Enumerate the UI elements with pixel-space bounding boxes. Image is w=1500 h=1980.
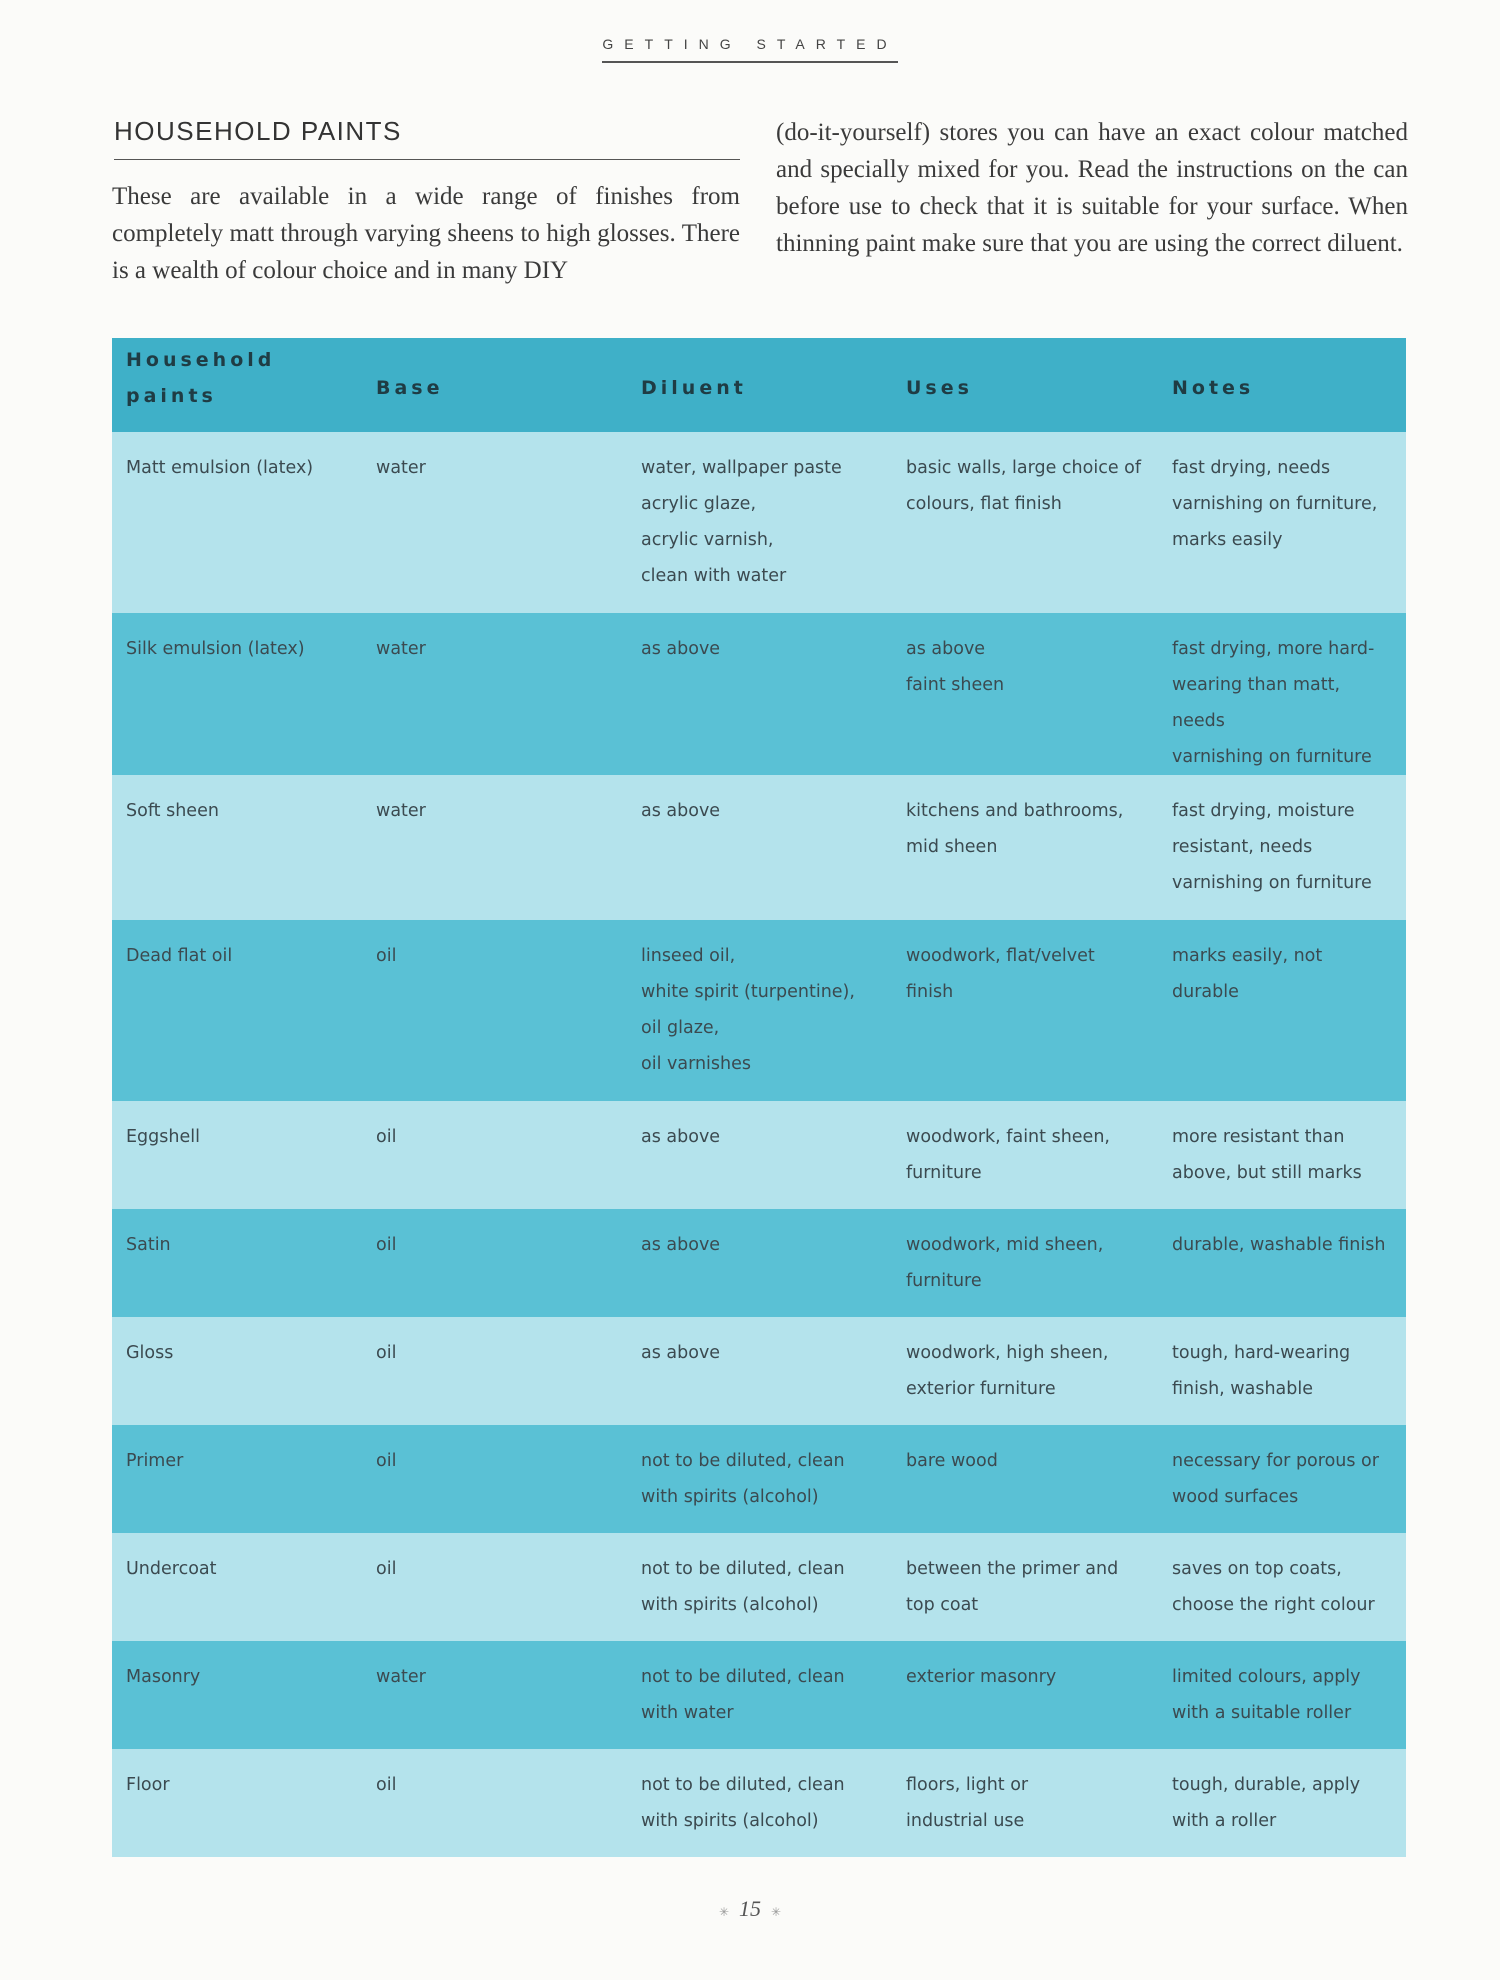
- cell-notes: [1158, 775, 1406, 920]
- cell-line: mid sheen: [906, 837, 998, 857]
- cell-line: kitchens and bathrooms,: [906, 801, 1124, 821]
- cell-line: saves on top coats,: [1172, 1559, 1342, 1579]
- cell-line: woodwork, flat/velvet: [906, 946, 1095, 966]
- cell-notes: [1158, 1749, 1406, 1857]
- cell-line: not to be diluted, clean: [641, 1451, 845, 1471]
- cell-uses: [892, 1533, 1158, 1641]
- cell-base: oil: [376, 946, 397, 966]
- cell-diluent: [627, 1533, 892, 1641]
- cell-uses: [892, 1425, 1158, 1533]
- cell-line: fast drying, moisture: [1172, 801, 1355, 821]
- cell-line: between the primer and: [906, 1559, 1119, 1579]
- cell-diluent: [627, 775, 892, 920]
- cell-line: colours, flat finish: [906, 494, 1062, 514]
- table-row: [112, 613, 1406, 775]
- cell-line: varnishing on furniture: [1172, 747, 1372, 767]
- cell-line: not to be diluted, clean: [641, 1559, 845, 1579]
- running-head-text: GETTING STARTED: [602, 36, 897, 63]
- cell-diluent: [627, 920, 892, 1101]
- cell-line: as above: [641, 639, 721, 659]
- cell-line: acrylic varnish,: [641, 530, 774, 550]
- table-row: [112, 775, 1406, 920]
- cell-paint-name: Masonry: [126, 1667, 201, 1687]
- cell-line: finish: [906, 982, 954, 1002]
- cell-notes: [1158, 920, 1406, 1101]
- cell-line: with spirits (alcohol): [641, 1595, 819, 1615]
- header-uses: Uses: [906, 377, 973, 399]
- cell-uses: [892, 775, 1158, 920]
- cell-line: furniture: [906, 1163, 982, 1183]
- cell-paint-name: Matt emulsion (latex): [126, 458, 314, 478]
- ornament-icon: ✳: [771, 1905, 782, 1919]
- cell-line: white spirit (turpentine),: [641, 982, 855, 1002]
- cell-line: above, but still marks: [1172, 1163, 1362, 1183]
- table-row: [112, 1749, 1406, 1857]
- cell-line: floors, light or: [906, 1775, 1029, 1795]
- cell-diluent: [627, 613, 892, 775]
- cell-base: oil: [376, 1559, 397, 1579]
- table-row: [112, 1101, 1406, 1209]
- intro-column-right: [776, 116, 1408, 262]
- cell-line: with spirits (alcohol): [641, 1811, 819, 1831]
- cell-paint-name: Undercoat: [126, 1559, 217, 1579]
- page-number: 15: [739, 1896, 761, 1921]
- cell-line: oil glaze,: [641, 1018, 720, 1038]
- table-row: [112, 432, 1406, 613]
- cell-base: oil: [376, 1235, 397, 1255]
- cell-uses: [892, 1101, 1158, 1209]
- cell-paint-name: Primer: [126, 1451, 184, 1471]
- cell-line: with spirits (alcohol): [641, 1487, 819, 1507]
- header-diluent: Diluent: [641, 377, 747, 399]
- cell-uses: [892, 613, 1158, 775]
- ornament-icon: ✳: [718, 1905, 729, 1919]
- table-body: [112, 432, 1406, 1857]
- table-row: [112, 1641, 1406, 1749]
- cell-line: durable, washable finish: [1172, 1235, 1386, 1255]
- table-row: [112, 1209, 1406, 1317]
- cell-paint-name: Silk emulsion (latex): [126, 639, 305, 659]
- cell-line: marks easily: [1172, 530, 1283, 550]
- cell-line: as above: [641, 1127, 721, 1147]
- cell-line: top coat: [906, 1595, 979, 1615]
- cell-line: as above: [641, 801, 721, 821]
- table-row: [112, 1425, 1406, 1533]
- cell-notes: [1158, 1533, 1406, 1641]
- cell-line: woodwork, faint sheen,: [906, 1127, 1110, 1147]
- cell-paint-name: Satin: [126, 1235, 171, 1255]
- cell-paint-name: Gloss: [126, 1343, 174, 1363]
- cell-line: water, wallpaper paste: [641, 458, 842, 478]
- cell-line: tough, hard-wearing: [1172, 1343, 1351, 1363]
- intro-paragraph-right: (do-it-yourself) stores you can have an exact colour matched and specially mixed for you. Read the instructions on the can before use to check that it is suitable for your surface. When thinning paint make sure that you are using the correct diluent.: [776, 119, 1408, 257]
- cell-line: acrylic glaze,: [641, 494, 757, 514]
- cell-base: oil: [376, 1343, 397, 1363]
- cell-line: limited colours, apply: [1172, 1667, 1361, 1687]
- cell-line: tough, durable, apply: [1172, 1775, 1361, 1795]
- cell-line: as above: [641, 1235, 721, 1255]
- cell-diluent: [627, 1209, 892, 1317]
- cell-line: faint sheen: [906, 675, 1005, 695]
- cell-line: exterior furniture: [906, 1379, 1056, 1399]
- cell-base: water: [376, 639, 426, 659]
- household-paints-table: [112, 338, 1406, 1857]
- cell-base: oil: [376, 1775, 397, 1795]
- section-heading: HOUSEHOLD PAINTS: [114, 116, 740, 160]
- cell-line: finish, washable: [1172, 1379, 1314, 1399]
- cell-uses: [892, 432, 1158, 613]
- cell-line: with a roller: [1172, 1811, 1277, 1831]
- cell-uses: [892, 1749, 1158, 1857]
- cell-base: water: [376, 458, 426, 478]
- cell-uses: [892, 920, 1158, 1101]
- cell-diluent: [627, 432, 892, 613]
- cell-diluent: [627, 1317, 892, 1425]
- cell-paint-name: Floor: [126, 1775, 170, 1795]
- cell-uses: [892, 1317, 1158, 1425]
- cell-line: fast drying, more hard-: [1172, 639, 1375, 659]
- cell-diluent: [627, 1101, 892, 1209]
- intro-paragraph-left: These are available in a wide range of finishes from completely matt through varying sheens to high glosses. There is a wealth of colour choice and in many DIY: [112, 183, 740, 284]
- cell-notes: [1158, 1101, 1406, 1209]
- cell-line: with water: [641, 1703, 734, 1723]
- cell-line: clean with water: [641, 566, 787, 586]
- cell-paint-name: Eggshell: [126, 1127, 200, 1147]
- cell-line: woodwork, high sheen,: [906, 1343, 1109, 1363]
- cell-notes: [1158, 1209, 1406, 1317]
- cell-line: woodwork, mid sheen,: [906, 1235, 1104, 1255]
- intro-column-left: [112, 116, 740, 289]
- cell-notes: [1158, 432, 1406, 613]
- cell-diluent: [627, 1749, 892, 1857]
- cell-base: water: [376, 801, 426, 821]
- cell-notes: [1158, 1317, 1406, 1425]
- paints-table-container: [112, 338, 1406, 1841]
- cell-line: fast drying, needs: [1172, 458, 1331, 478]
- table-row: [112, 1317, 1406, 1425]
- cell-line: furniture: [906, 1271, 982, 1291]
- page-footer: [0, 1896, 1500, 1922]
- cell-line: varnishing on furniture,: [1172, 494, 1378, 514]
- header-base: Base: [376, 377, 444, 399]
- cell-line: as above: [641, 1343, 721, 1363]
- cell-line: resistant, needs: [1172, 837, 1313, 857]
- cell-base: water: [376, 1667, 426, 1687]
- table-row: [112, 1533, 1406, 1641]
- cell-line: basic walls, large choice of: [906, 458, 1142, 478]
- cell-line: wood surfaces: [1172, 1487, 1299, 1507]
- cell-line: as above: [906, 639, 986, 659]
- cell-line: necessary for porous or: [1172, 1451, 1379, 1471]
- cell-uses: [892, 1641, 1158, 1749]
- table-header-row: [112, 338, 1406, 432]
- cell-line: varnishing on furniture: [1172, 873, 1372, 893]
- cell-notes: [1158, 1425, 1406, 1533]
- cell-line: not to be diluted, clean: [641, 1667, 845, 1687]
- header-notes: Notes: [1172, 377, 1255, 399]
- cell-diluent: [627, 1425, 892, 1533]
- cell-line: bare wood: [906, 1451, 998, 1471]
- cell-line: more resistant than: [1172, 1127, 1345, 1147]
- table-row: [112, 920, 1406, 1101]
- cell-line: exterior masonry: [906, 1667, 1057, 1687]
- cell-base: oil: [376, 1451, 397, 1471]
- running-head: [0, 36, 1500, 63]
- cell-diluent: [627, 1641, 892, 1749]
- cell-notes: [1158, 1641, 1406, 1749]
- cell-notes: [1158, 613, 1406, 775]
- cell-line: marks easily, not durable: [1172, 946, 1323, 1002]
- cell-base: oil: [376, 1127, 397, 1147]
- cell-line: industrial use: [906, 1811, 1025, 1831]
- cell-paint-name: Dead flat oil: [126, 946, 233, 966]
- cell-line: oil varnishes: [641, 1054, 752, 1074]
- cell-line: wearing than matt, needs: [1172, 675, 1341, 731]
- cell-line: with a suitable roller: [1172, 1703, 1352, 1723]
- cell-line: linseed oil,: [641, 946, 736, 966]
- cell-line: not to be diluted, clean: [641, 1775, 845, 1795]
- cell-paint-name: Soft sheen: [126, 801, 219, 821]
- header-household-paints: Household paints: [126, 349, 276, 407]
- cell-uses: [892, 1209, 1158, 1317]
- cell-line: choose the right colour: [1172, 1595, 1375, 1615]
